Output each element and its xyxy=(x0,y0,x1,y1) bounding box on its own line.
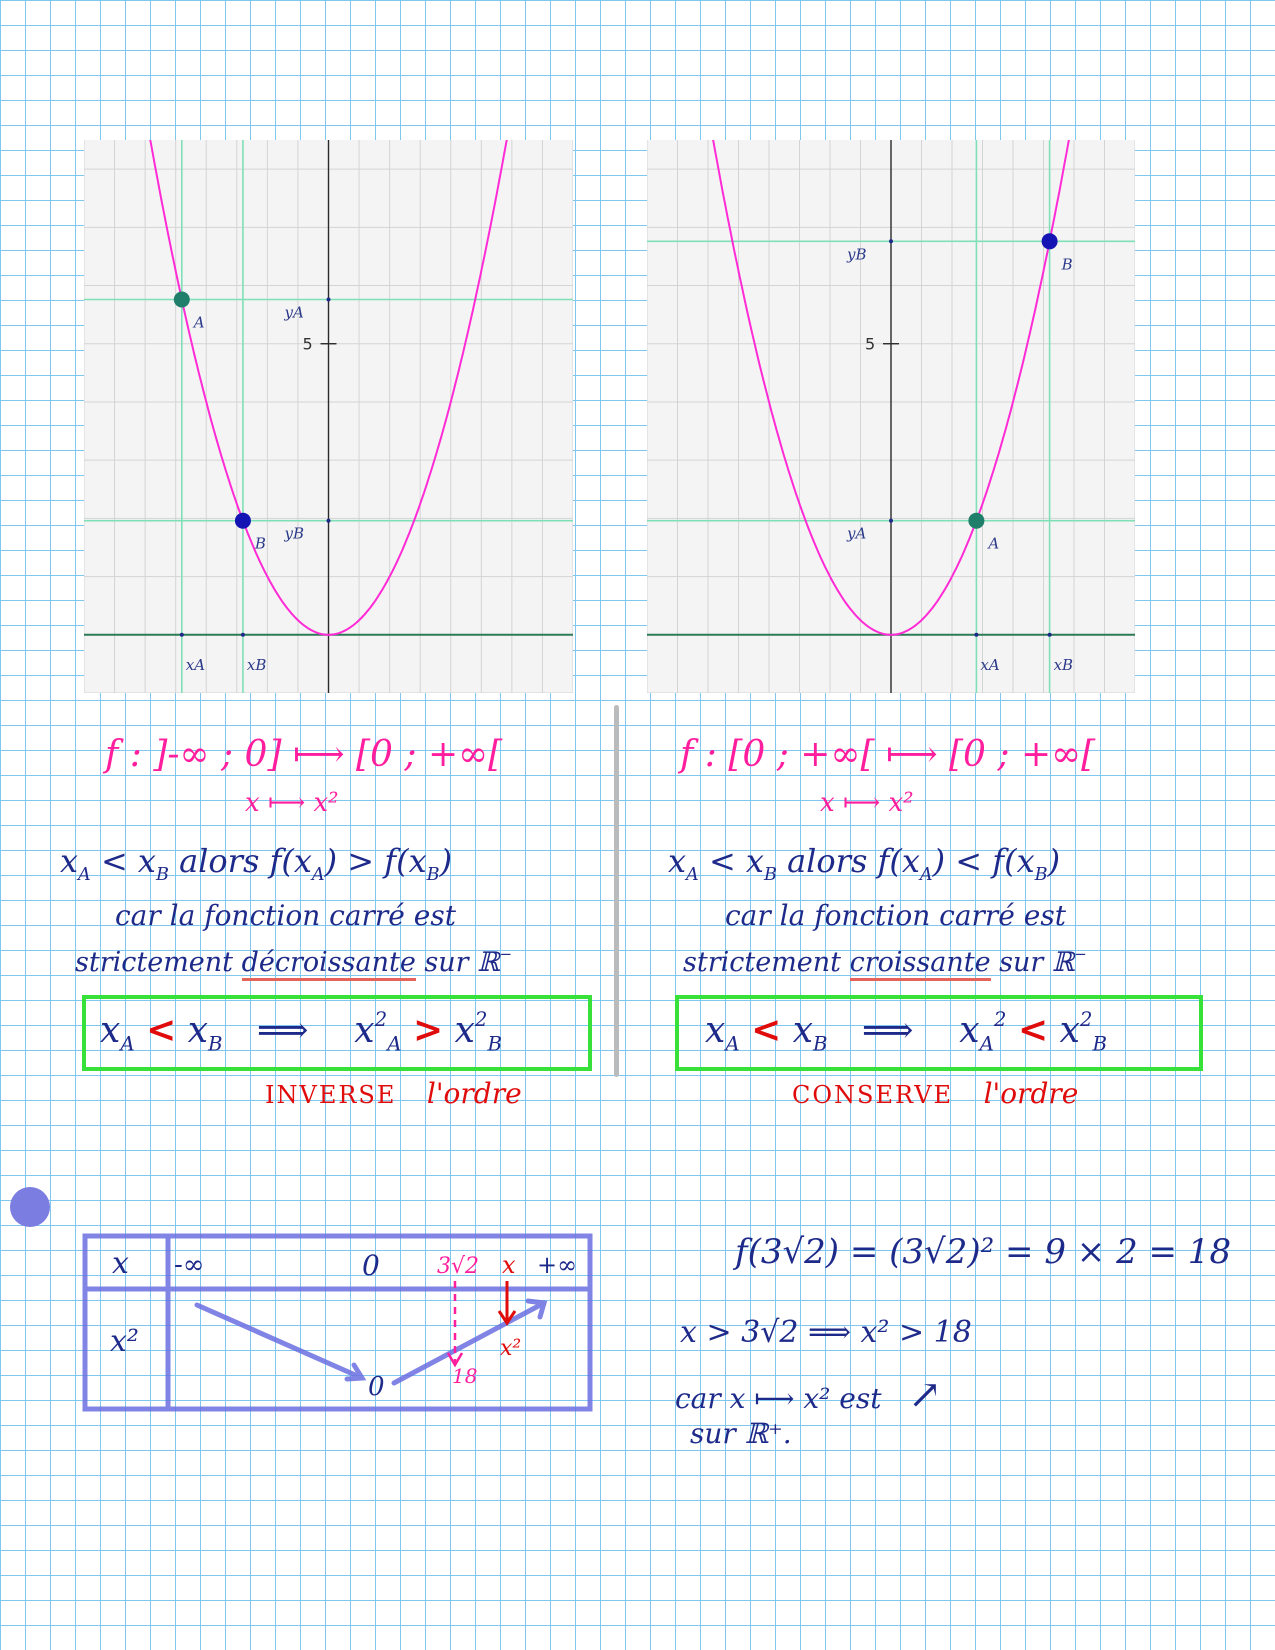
row2-head: x² xyxy=(110,1324,139,1359)
left-inequality-line: $x_A < x_B$ alors $f(x_A) > f(x_B)$ xyxy=(60,842,453,885)
underlined-word: croissante xyxy=(850,947,991,981)
right-function-definition: f : [0 ; +∞[ ⟼ [0 ; +∞[ xyxy=(680,734,1096,775)
right-reason-line: car la fonction carré est xyxy=(725,899,1066,932)
axis-dot-yA xyxy=(327,297,331,301)
point-label-B: B xyxy=(254,534,266,553)
axis-label-yB: yB xyxy=(284,524,304,543)
axis-label-yB: yB xyxy=(847,245,867,264)
axis-dot-xB xyxy=(241,633,245,637)
axis-label-xB: xB xyxy=(246,655,267,674)
value-eighteen: 18 xyxy=(452,1364,478,1388)
point-A xyxy=(174,291,190,307)
graph-right xyxy=(647,140,1135,693)
increasing-arrow-symbol: ↗ xyxy=(908,1372,942,1418)
left-box-content: $x_A < x_B$ ⟹ $x^2_A > x^2_B$ xyxy=(100,1008,503,1056)
map-x-squared: x² xyxy=(313,788,339,818)
axis-label-yA: yA xyxy=(847,524,867,543)
left-mapping xyxy=(245,790,339,816)
column-divider xyxy=(614,705,619,1077)
axis-label-xB: xB xyxy=(1053,655,1074,674)
axis-label-xA: xA xyxy=(185,655,206,674)
point-label-A: A xyxy=(193,313,205,332)
three-root-two: 3√2 xyxy=(437,1254,480,1279)
right-monotony-line: strictement croissante sur ℝ− xyxy=(683,947,1087,976)
point-label-A: A xyxy=(988,534,1000,553)
point-B xyxy=(235,513,251,529)
underlined-word: décroissante xyxy=(242,947,416,981)
x-squared-marker: x² xyxy=(500,1336,522,1361)
map-arrow: ⟼ xyxy=(267,788,306,818)
axis-dot-yB xyxy=(889,239,893,243)
point-B xyxy=(1042,233,1058,249)
plus-infinity: +∞ xyxy=(537,1251,578,1279)
left-reason-line: car la fonction carré est xyxy=(115,899,456,932)
tick-label-5: 5 xyxy=(865,334,876,354)
minus-infinity: -∞ xyxy=(174,1250,205,1280)
right-order-note: CONSERVE l'ordre xyxy=(792,1077,1079,1110)
right-inequality-line: $x_A < x_B$ alors $f(x_A) < f(x_B)$ xyxy=(668,842,1061,885)
left-order-note: INVERSE l'ordre xyxy=(265,1077,522,1110)
graph-left xyxy=(84,140,573,693)
point-label-B: B xyxy=(1061,255,1073,274)
axis-label-xA: xA xyxy=(980,655,1000,674)
x-marker: x xyxy=(502,1251,516,1279)
reason-line: car x ⟼ x² est ↗ xyxy=(675,1372,942,1418)
decreasing-arrow xyxy=(197,1305,362,1378)
computation-line: f(3√2) = (3√2)² = 9 × 2 = 18 xyxy=(735,1232,1232,1272)
left-monotony-line: strictement décroissante sur ℝ− xyxy=(75,947,512,976)
axis-label-yA: yA xyxy=(284,303,304,322)
axis-dot-xB xyxy=(1048,633,1052,637)
axis-dot-xA xyxy=(180,633,184,637)
minimum-zero: 0 xyxy=(368,1372,385,1402)
axis-dot-yB xyxy=(327,519,331,523)
row1-head: x xyxy=(112,1246,129,1281)
domain-line: sur ℝ⁺. xyxy=(690,1417,792,1450)
axis-dot-xA xyxy=(974,633,978,637)
bullet-dot xyxy=(10,1187,50,1227)
left-function-definition: f : ]-∞ ; 0] ⟼ [0 ; +∞[ xyxy=(105,734,503,775)
implication-line: x > 3√2 ⟹ x² > 18 xyxy=(680,1315,972,1350)
tick-label-5: 5 xyxy=(302,334,313,354)
variation-table xyxy=(82,1233,602,1418)
axis-dot-yA xyxy=(889,519,893,523)
right-mapping: x ⟼ x² xyxy=(820,788,914,818)
map-x: x xyxy=(245,788,260,818)
right-box-content: $x_A < x_B$ ⟹ $x_A^2 < x^2_B$ xyxy=(705,1008,1108,1056)
zero-x: 0 xyxy=(362,1249,380,1282)
point-A xyxy=(968,513,984,529)
